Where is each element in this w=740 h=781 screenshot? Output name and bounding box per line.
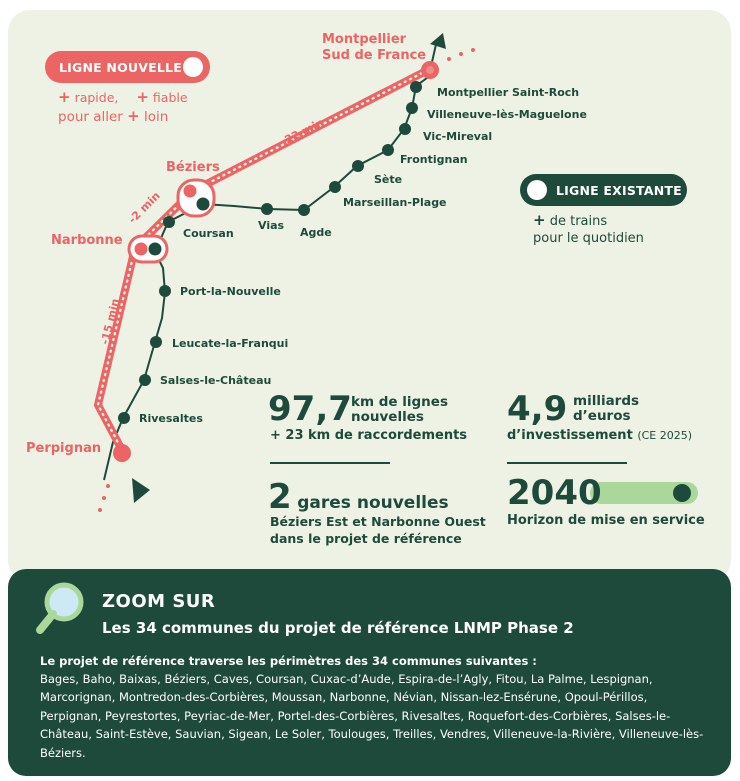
travel-time-beziers-montpellier: -22 min xyxy=(278,115,327,149)
invest-note: (CE 2025) xyxy=(637,429,693,442)
city-perpignan: Perpignan xyxy=(26,441,102,456)
station-dot xyxy=(410,81,422,93)
zoom-title: ZOOM SUR xyxy=(102,591,216,612)
station-dot xyxy=(298,204,310,216)
perpignan-node xyxy=(113,444,131,462)
divider xyxy=(507,462,627,464)
city-montpellier: Montpellier Sud de France xyxy=(322,32,427,63)
travel-time-perpignan-narbonne: -15 min xyxy=(98,297,123,346)
stat-km-unit: km de lignes nouvelles xyxy=(351,394,448,425)
station-dot xyxy=(329,181,341,193)
stat-year-value: 2040 xyxy=(507,473,602,513)
station-dot xyxy=(163,216,175,228)
station-label: Vic-Mireval xyxy=(423,130,493,143)
legend-new-line-benefits: + rapide, + fiable xyxy=(58,88,188,106)
travel-time-narbonne-beziers: -2 min xyxy=(125,189,163,227)
divider xyxy=(270,462,390,464)
station-label: Frontignan xyxy=(400,153,468,166)
stat-invest-value: 4,9 xyxy=(507,389,568,429)
station-dot xyxy=(159,285,171,297)
stat-stations-sub: Béziers Est et Narbonne Ouest dans le projet de référence xyxy=(270,514,486,546)
stat-invest-sub xyxy=(507,428,692,443)
station-label: Agde xyxy=(300,226,332,239)
stat-stations xyxy=(268,477,449,517)
year-track-dot-icon xyxy=(673,484,691,502)
beziers-capsule xyxy=(178,180,214,216)
stat-km-sub: + 23 km de raccordements xyxy=(270,428,468,443)
legend-new-line-pill xyxy=(45,51,210,83)
station-dot xyxy=(118,412,130,424)
benefit-rapide: rapide, xyxy=(74,90,119,105)
station-label: Salses-le-Château xyxy=(160,374,272,387)
legend-existing-line-benefit: + de trains xyxy=(533,211,608,229)
benefit-fiable: fiable xyxy=(152,90,188,105)
stat-stations-unit: gares nouvelles xyxy=(297,493,449,513)
zoom-intro: Le projet de référence traverse les périmètres des 34 communes suivantes : xyxy=(40,654,537,668)
station-label: Coursan xyxy=(183,227,234,240)
station-dot xyxy=(139,374,151,386)
stat-year-sub: Horizon de mise en service xyxy=(507,513,705,528)
station-dot xyxy=(352,160,364,172)
station-dot xyxy=(261,203,273,215)
station-label: Marseillan-Plage xyxy=(343,196,447,209)
tagline-post: loin xyxy=(144,109,169,125)
station-label: Sète xyxy=(374,173,403,186)
station-label: Leucate-la-Franqui xyxy=(172,337,289,350)
stat-stations-value: 2 xyxy=(268,477,292,517)
existing-line-arrowhead xyxy=(132,478,150,503)
legend-existing-line-tagline: pour le quotidien xyxy=(533,231,644,246)
station-dot xyxy=(150,336,162,348)
station-label: Rivesaltes xyxy=(139,412,203,425)
station-label: Montpellier Saint-Roch xyxy=(437,86,580,99)
station-dot xyxy=(382,144,394,156)
legend-new-line-tagline: pour aller + loin xyxy=(58,107,169,125)
legend-existing-line-pill xyxy=(520,174,687,206)
legend-new-line-dot-icon xyxy=(183,57,203,77)
station-dot xyxy=(399,123,411,135)
tagline-pre: pour aller xyxy=(58,109,123,125)
existing-line-arrowhead-north xyxy=(430,33,446,49)
zoom-subtitle: Les 34 communes du projet de référence LNMP Phase 2 xyxy=(102,619,574,637)
benefit-trains: de trains xyxy=(549,214,608,229)
city-beziers: Béziers xyxy=(166,160,220,175)
stat-invest-unit: milliards d’euros xyxy=(573,393,640,424)
station-dot xyxy=(406,102,418,114)
legend-new-line-label: LIGNE NOUVELLE xyxy=(59,59,182,75)
zoom-communes-list: Bages, Baho, Baixas, Béziers, Caves, Coursan, Cuxac-d’Aude, Espira-de-l’Agly, Fitou, La Palme, Lespignan, Marcorignan, Montredon-des-Corbières, Moussan, Narbonne, Névian, Nissan-lez-Ensérune, Opoul-Périllos, Perpignan, Peyrestortes, Peyriac-de-Mer, Portel-des-Corbières, Rivesaltes, Roquefort-des-Corbières, Salses-le-Château, Saint-Estève, Sauvian, Sigean, Le Soler, Toulouges, Treilles, Vendres, Villeneuve-la-Rivière, Villeneuve-lès-Béziers. xyxy=(40,672,704,760)
station-label: Vias xyxy=(258,219,285,232)
legend-existing-line-label: LIGNE EXISTANTE xyxy=(556,182,682,198)
city-narbonne: Narbonne xyxy=(51,233,123,248)
legend-existing-line-dot-icon xyxy=(527,180,547,200)
stat-km-value: 97,7 xyxy=(268,389,352,429)
invest-sub-text: d’investissement xyxy=(507,428,633,443)
station-label: Villeneuve-lès-Maguelone xyxy=(427,108,587,121)
magnifier-icon xyxy=(34,580,90,640)
station-label: Port-la-Nouvelle xyxy=(180,285,281,298)
